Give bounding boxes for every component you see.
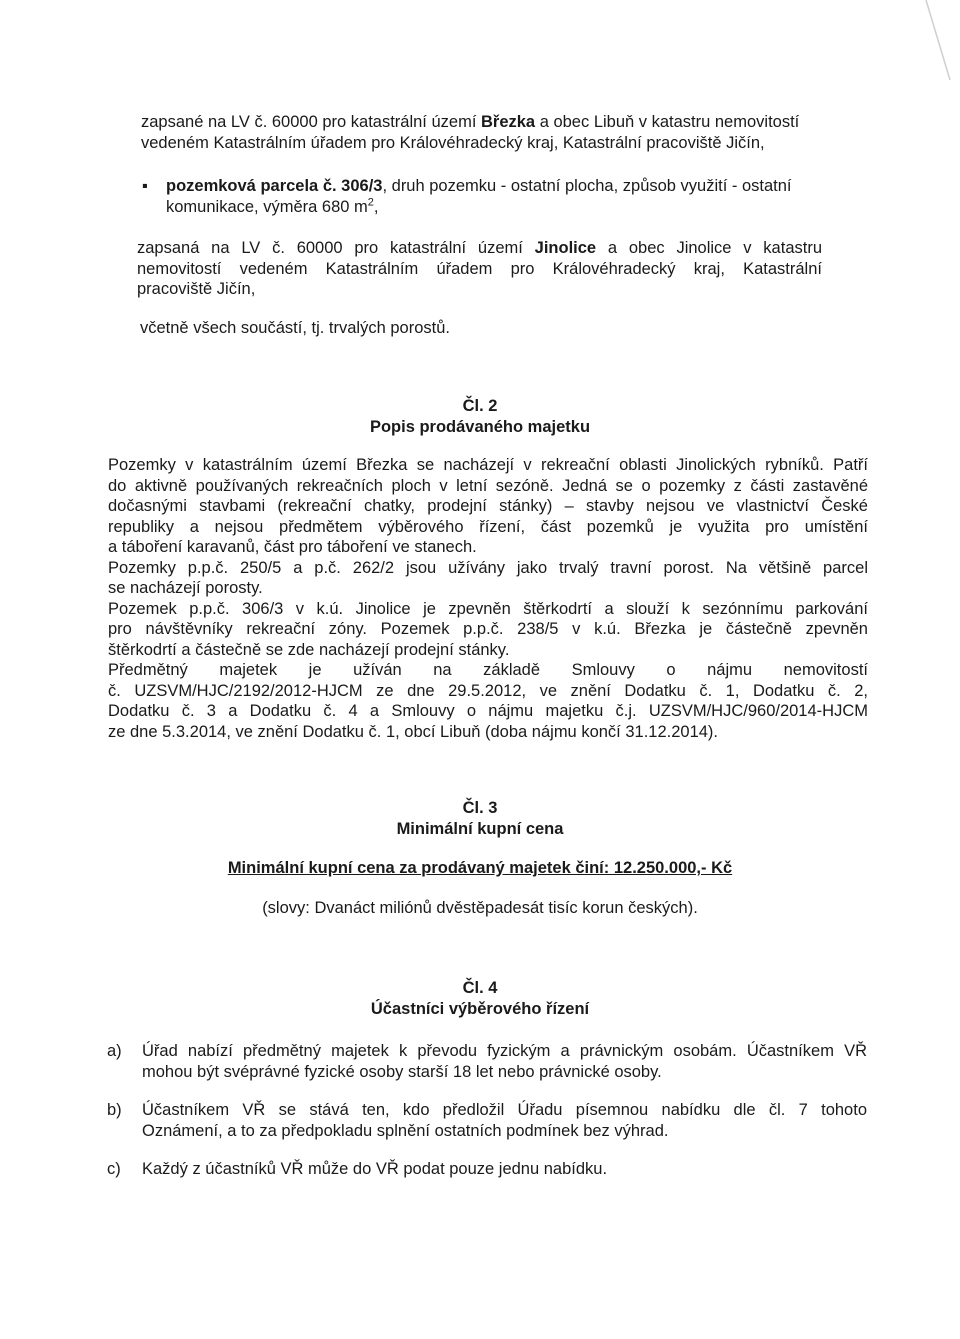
article-2-line: štěrkodrtí a částečně se zde nacházejí prodejní stánky. [108,640,510,659]
list-label: a) [107,1042,122,1060]
minimum-price-statement: Minimální kupní cena za prodávaný majetek činí: 12.250.000,- Kč [227,859,733,877]
intro-paragraph [141,112,871,153]
area-unit-superscript: 2 [367,196,374,208]
intro-line-1: zapsané na LV č. 60000 pro katastrální území Březka a obec Libuň v katastru nemovitostí [141,113,800,131]
cadastral-area-brezka: Březka [480,113,536,131]
list-item-line: Oznámení, a to za předpokladu splnění ostatních podmínek bez výhrad. [142,1121,669,1140]
article-2-line: ze dne 5.3.2014, ve znění Dodatku č. 1, obcí Libuň (doba nájmu končí 31.12.2014). [108,722,719,741]
jinolice-paragraph [137,238,822,300]
parcel-bullet-line-1: pozemková parcela č. 306/3, druh pozemku - ostatní plocha, způsob využití - ostatní [166,177,792,195]
article-2-line: pro návštěvníky rekreační zóny. Pozemek p.p.č. 238/5 v k.ú. Březka je částečně zpevněn [108,620,868,638]
including-components-line: včetně všech součástí, tj. trvalých porostů. [140,319,450,337]
list-label: c) [107,1160,121,1178]
article-2-line: Dodatku č. 3 a Dodatku č. 4 a Smlouvy o nájmu majetku č.j. UZSVM/HJC/960/2014-HJCM [108,702,868,720]
article-2-line: Pozemky v katastrálním území Březka se nacházejí v rekreační oblasti Jinolických rybníků. Patří [108,456,868,474]
minimum-price-line [0,858,960,879]
article-2-line: do aktivně používaných rekreačních ploch v letní sezóně. Jedná se o pozemky z části zastavěné [108,476,868,495]
list-item-line: Každý z účastníků VŘ může do VŘ podat pouze jednu nabídku. [142,1160,608,1178]
list-item-line: Účastníkem VŘ se stává ten, kdo předložil Úřadu písemnou nabídku dle čl. 7 tohoto [142,1101,867,1119]
list-label: b) [107,1101,122,1119]
scan-corner-mark [920,0,960,80]
article-3-heading [0,798,960,839]
article-2-title: Popis prodávaného majetku [369,417,591,436]
article-3-title: Minimální kupní cena [396,819,564,838]
article-3-number: Čl. 3 [462,799,498,817]
article-4-number: Čl. 4 [462,979,498,997]
article-2-line: č. UZSVM/HJC/2192/2012-HJCM ze dne 29.5.2012, ve znění Dodatku č. 1, Dodatku č. 2, [108,681,868,700]
price-in-words: (slovy: Dvanáct miliónů dvěstěpadesát tisíc korun českých). [262,899,698,917]
article-2-number: Čl. 2 [462,397,498,415]
cadastral-area-jinolice: Jinolice [534,239,597,257]
article-2-line: Pozemek p.p.č. 306/3 v k.ú. Jinolice je zpevněn štěrkodrtí a slouží k sezónnímu parkování [108,599,868,618]
article-2-line: Předmětný majetek je užíván na základě Smlouvy o nájmu nemovitostí [108,661,868,679]
jinolice-line-1: zapsaná na LV č. 60000 pro katastrální území Jinolice a obec Jinolice v katastru [137,239,822,257]
list-item-line: Úřad nabízí předmětný majetek k převodu fyzickým a právnickým osobám. Účastníkem VŘ [142,1042,867,1060]
article-4-title: Účastníci výběrového řízení [370,999,590,1018]
parcel-number: pozemková parcela č. 306/3 [166,177,383,195]
article-4-heading [0,978,960,1019]
article-2-heading [0,396,960,437]
article-2-body [108,455,868,742]
jinolice-line-3: pracoviště Jičín, [137,280,256,298]
article-2-line: dočasnými stavbami (rekreační chatky, prodejní stánky) – stavby nejsou ve vlastnictví České [108,497,868,515]
intro-line-2: vedeném Katastrálním úřadem pro Královéhradecký kraj, Katastrální pracoviště Jičín, [141,133,765,152]
jinolice-line-2: nemovitostí vedeném Katastrálním úřadem pro Královéhradecký kraj, Katastrální [137,259,822,278]
article-2-line: a táboření karavanů, část pro táboření ve stanech. [108,538,477,556]
list-item-line: mohou být svéprávné fyzické osoby starší 18 let nebo právnické osoby. [142,1062,662,1081]
article-2-line: se nacházejí porosty. [108,579,263,597]
article-2-line: republiky a nejsou předmětem výběrového řízení, část pozemků je využita pro umístění [108,517,868,536]
bullet-icon: ▪ [142,177,148,195]
parcel-bullet-text [166,176,856,217]
parcel-bullet-line-2: komunikace, výměra 680 $m^2$, [166,196,379,216]
article-2-line: Pozemky p.p.č. 250/5 a p.č. 262/2 jsou užívány jako trvalý travní porost. Na většině parcel [108,558,868,577]
